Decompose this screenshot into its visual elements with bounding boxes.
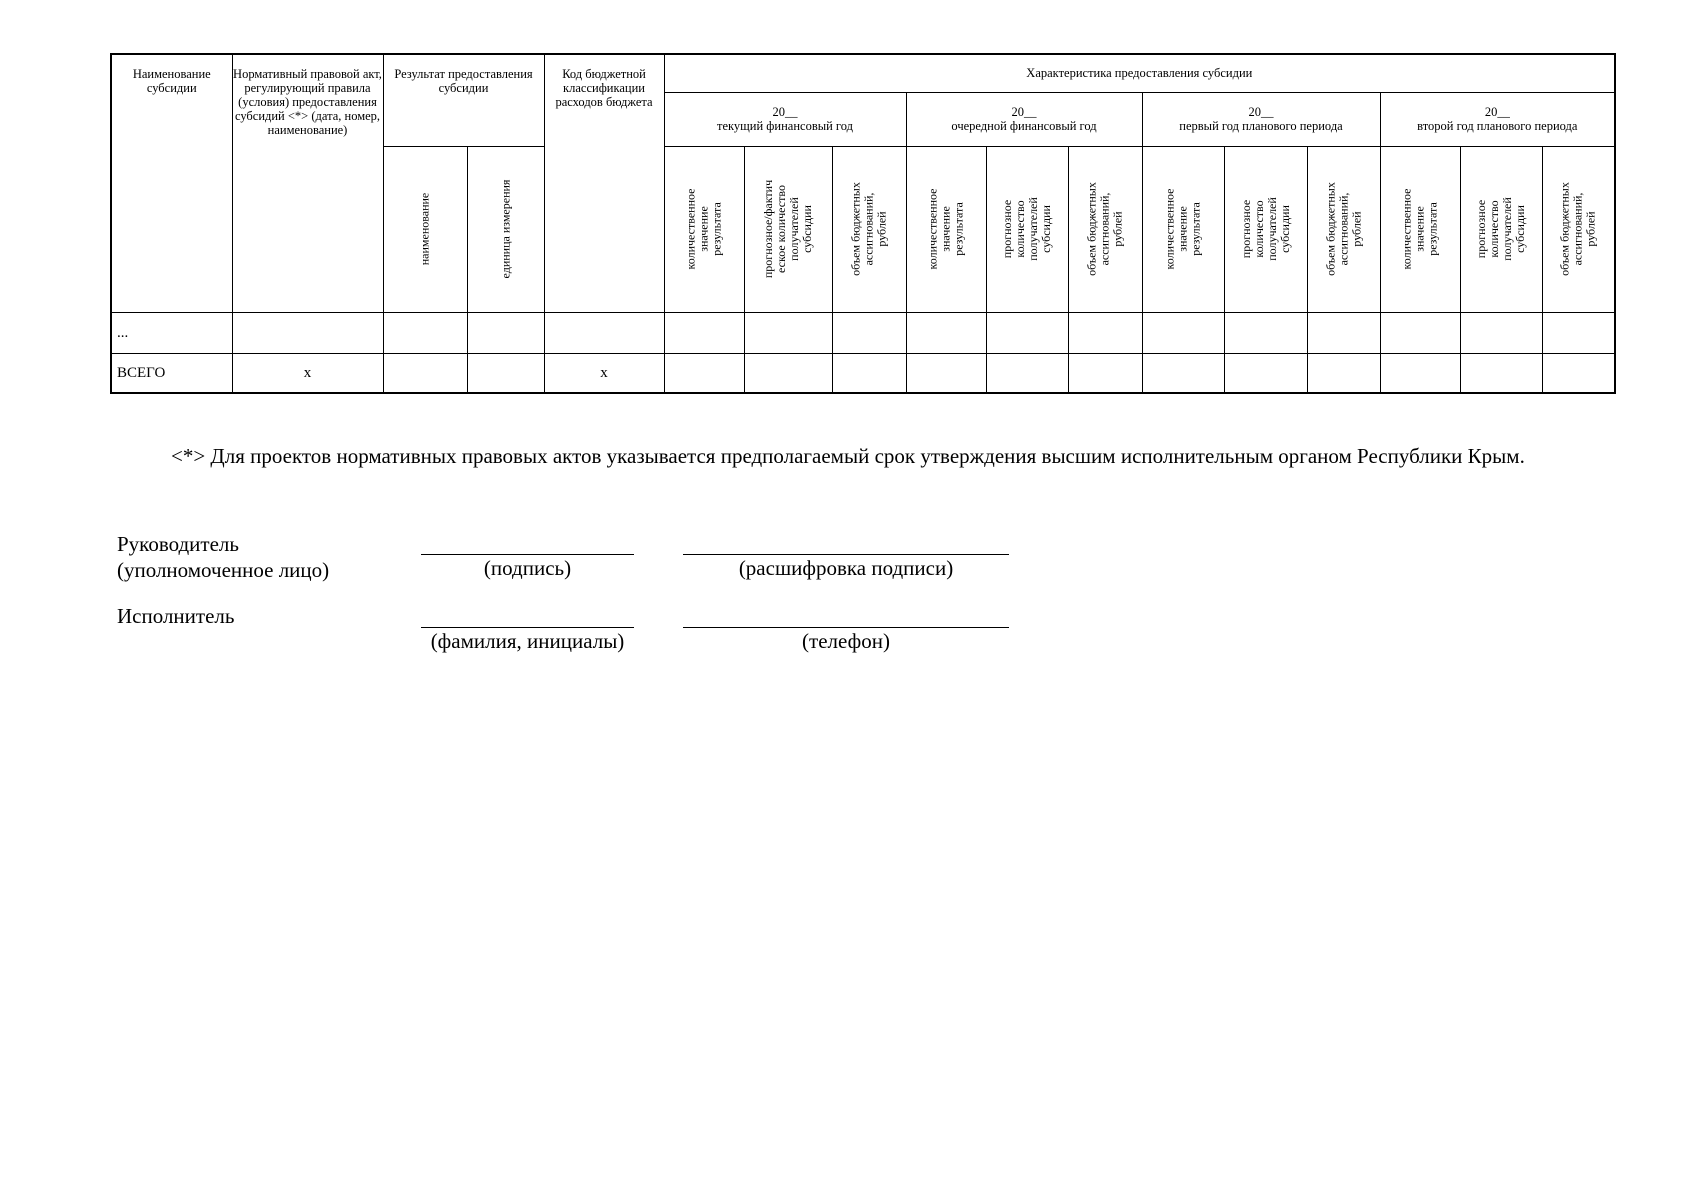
executor-phone-line: [683, 627, 1009, 628]
empty-cell: [1460, 312, 1542, 353]
vertical-label: количественное значение результата: [925, 188, 966, 270]
footnote: <*> Для проектов нормативных правовых актов указывается предполагаемый срок утверждения высшим исполнительным органом Республики Крым.: [171, 444, 1525, 468]
period-label: второй год планового периода: [1417, 119, 1578, 133]
header-normative-act: Нормативный правовой акт, регулирующий правила (условия) предоставления субсидий <*> (дата, номер, наименование): [232, 54, 383, 312]
empty-cell: [1380, 353, 1460, 393]
vertical-label: объем бюджетных ассигнований, рублей: [1084, 182, 1125, 276]
col-header: [906, 146, 986, 312]
empty-cell: [1307, 312, 1380, 353]
empty-cell: [1460, 353, 1542, 393]
table-row-total: [111, 353, 1615, 393]
period-year: 20__: [1484, 105, 1510, 119]
empty-cell: [467, 312, 544, 353]
period-year: 20__: [772, 105, 798, 119]
period-year: 20__: [1011, 105, 1037, 119]
signature-decode-caption: (расшифровка подписи): [738, 556, 954, 580]
empty-cell: [664, 312, 744, 353]
empty-cell: [744, 312, 832, 353]
header-kbk: Код бюджетной классификации расходов бюджета: [544, 54, 664, 312]
header-subsidy-name: Наименование субсидии: [111, 54, 232, 312]
head-label: Руководитель: [117, 532, 239, 556]
period-label: первый год планового периода: [1179, 119, 1343, 133]
col-header: [986, 146, 1068, 312]
header-result-unit: [467, 146, 544, 312]
vertical-label: объем бюджетных ассигнований, рублей: [1557, 182, 1598, 276]
vertical-label: объем бюджетных ассигнований, рублей: [1323, 182, 1364, 276]
empty-cell: [1307, 353, 1380, 393]
row-kbk: [544, 312, 664, 353]
vertical-label: единица измерения: [498, 179, 512, 279]
empty-cell: [906, 312, 986, 353]
empty-cell: [1068, 312, 1142, 353]
head-sublabel: (уполномоченное лицо): [117, 558, 330, 582]
vertical-label: наименование: [417, 192, 432, 266]
empty-cell: [986, 312, 1068, 353]
empty-cell: [1380, 312, 1460, 353]
vertical-label: прогнозное/фактич еское количество получателей субсидии: [761, 179, 815, 279]
col-header: [1224, 146, 1307, 312]
empty-cell: [1542, 312, 1615, 353]
empty-cell: [1542, 353, 1615, 393]
col-header: [1380, 146, 1460, 312]
vertical-label: объем бюджетных ассигнований, рублей: [848, 182, 889, 276]
col-header: [744, 146, 832, 312]
header-result-name: [383, 146, 467, 312]
header-result: Результат предоставления субсидии: [383, 54, 544, 146]
signature-decode-line: [683, 554, 1009, 555]
col-header: [1142, 146, 1224, 312]
vertical-label: прогнозное количество получателей субсидии: [1474, 197, 1528, 261]
row-act: [232, 312, 383, 353]
executor-name-caption: (фамилия, инициалы): [430, 629, 625, 653]
period-plan-1: [1142, 92, 1380, 146]
header-characteristic: Характеристика предоставления субсидии: [664, 54, 1615, 92]
period-label: очередной финансовый год: [951, 119, 1097, 133]
table-row: [111, 312, 1615, 353]
empty-cell: [906, 353, 986, 393]
col-header: [1307, 146, 1380, 312]
row-name: ВСЕГО: [111, 353, 232, 393]
period-current: [664, 92, 906, 146]
executor-label: Исполнитель: [117, 604, 235, 628]
empty-cell: [383, 312, 467, 353]
empty-cell: [383, 353, 467, 393]
empty-cell: [664, 353, 744, 393]
signature-line: [421, 554, 634, 555]
empty-cell: [1224, 353, 1307, 393]
period-plan-2: [1380, 92, 1615, 146]
empty-cell: [1142, 312, 1224, 353]
executor-name-line: [421, 627, 634, 628]
empty-cell: [1142, 353, 1224, 393]
vertical-label: количественное значение результата: [1162, 188, 1203, 270]
empty-cell: [832, 353, 906, 393]
empty-cell: [1224, 312, 1307, 353]
period-next: [906, 92, 1142, 146]
empty-cell: [986, 353, 1068, 393]
period-label: текущий финансовый год: [717, 119, 853, 133]
col-header: [1068, 146, 1142, 312]
col-header: [832, 146, 906, 312]
signature-caption: (подпись): [483, 556, 572, 580]
empty-cell: [744, 353, 832, 393]
row-name: ...: [111, 312, 232, 353]
empty-cell: [467, 353, 544, 393]
row-act: x: [232, 353, 383, 393]
executor-phone-caption: (телефон): [802, 629, 890, 653]
row-kbk: x: [544, 353, 664, 393]
col-header: [1460, 146, 1542, 312]
period-year: 20__: [1248, 105, 1274, 119]
vertical-label: количественное значение результата: [1399, 188, 1440, 270]
vertical-label: количественное значение результата: [683, 188, 724, 270]
vertical-label: прогнозное количество получателей субсидии: [1000, 197, 1054, 261]
col-header: [664, 146, 744, 312]
empty-cell: [1068, 353, 1142, 393]
col-header: [1542, 146, 1615, 312]
empty-cell: [832, 312, 906, 353]
vertical-label: прогнозное количество получателей субсидии: [1238, 197, 1292, 261]
subsidy-table: [110, 53, 1616, 394]
